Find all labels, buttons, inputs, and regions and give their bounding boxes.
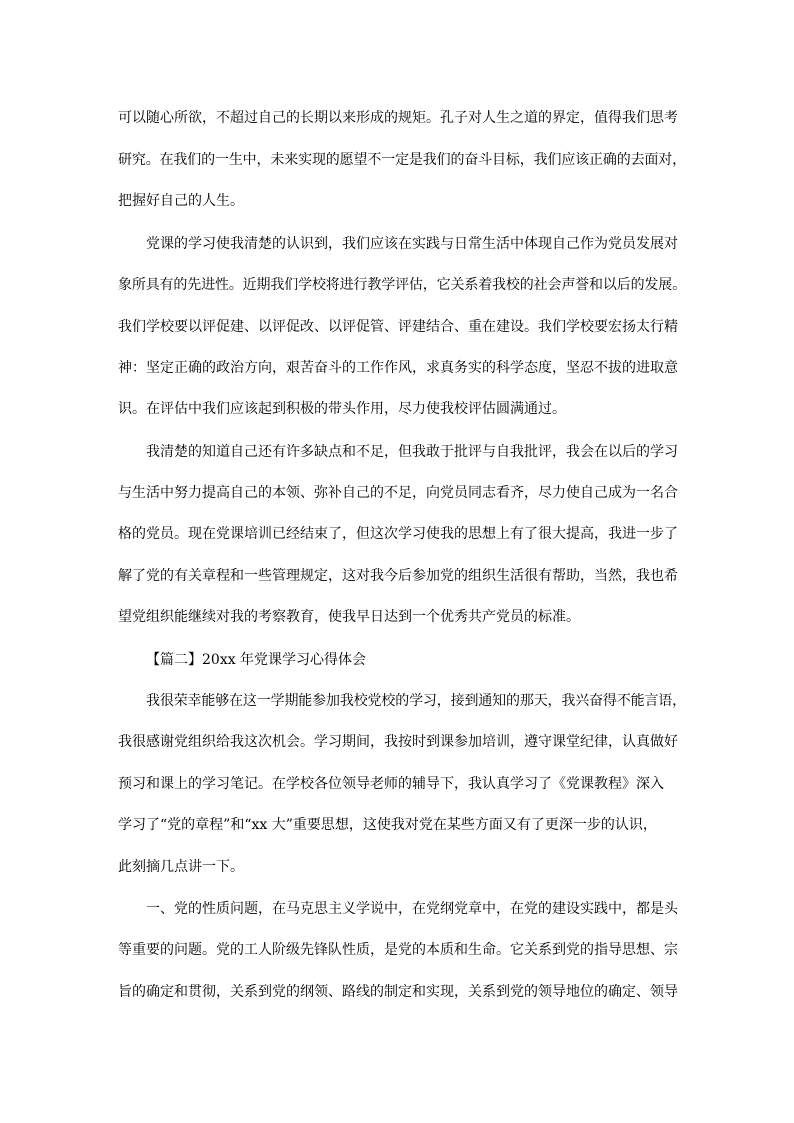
text-line: 象所具有的先进性。近期我们学校将进行教学评估，它关系着我校的社会声誉和以后的发展。: [118, 277, 686, 293]
text-line: 旨的确定和贯彻，关系到党的纲领、路线的制定和实现，关系到党的领导地位的确定、领导: [118, 984, 678, 1000]
text-line: 可以随心所欲，不超过自己的长期以来形成的规矩。孔子对人生之道的界定，值得我们思考: [118, 110, 678, 126]
paragraph-first-line: 一、党的性质问题，在马克思主义学说中，在党纲党章中，在党的建设实践中，都是头: [146, 901, 678, 917]
text-line: 望党组织能继续对我的考察教育，使我早日达到一个优秀共产党员的标准。: [118, 609, 580, 625]
text-line: 等重要的问题。党的工人阶级先锋队性质，是党的本质和生命。它关系到党的指导思想、宗: [118, 942, 678, 958]
text-line: 解了党的有关章程和一些管理规定，这对我今后参加党的组织生活很有帮助，当然，我也希: [118, 568, 678, 584]
text-line: 预习和课上的学习笔记。在学校各位领导老师的辅导下，我认真学习了《党课教程》深入: [118, 776, 664, 792]
text-line: 我们学校要以评促建、以评促改、以评促管、评建结合、重在建设。我们学校要宏扬太行精: [118, 319, 678, 335]
text-line: 格的党员。现在党课培训已经结束了，但这次学习使我的思想上有了很大提高，我进一步了: [118, 526, 678, 542]
section-heading: 【篇二】20xx 年党课学习心得体会: [146, 652, 367, 668]
text-line: 我很感谢党组织给我这次机会。学习期间，我按时到课参加培训，遵守课堂纪律，认真做好: [118, 734, 678, 750]
text-line: 此刻摘几点讲一下。: [118, 859, 244, 875]
text-line: 神：坚定正确的政治方向，艰苦奋斗的工作作风，求真务实的科学态度，坚忍不拔的进取意: [118, 360, 678, 376]
paragraph-first-line: 我很荣幸能够在这一学期能参加我校党校的学习，接到通知的那天，我兴奋得不能言语，: [146, 693, 686, 709]
text-line: 学习了“党的章程”和“xx 大”重要思想，这使我对党在某些方面又有了更深一步的认识，: [118, 817, 657, 833]
text-line: 把握好自己的人生。: [118, 193, 244, 209]
text-line: 研究。在我们的一生中，未来实现的愿望不一定是我们的奋斗目标，我们应该正确的去面对，: [118, 152, 686, 168]
paragraph-first-line: 党课的学习使我清楚的认识到，我们应该在实践与日常生活中体现自己作为党员发展对: [146, 236, 678, 252]
text-line: 识。在评估中我们应该起到积极的带头作用，尽力使我校评估圆满通过。: [118, 401, 566, 417]
paragraph-first-line: 我清楚的知道自己还有许多缺点和不足，但我敢于批评与自我批评，我会在以后的学习: [146, 444, 678, 460]
text-line: 与生活中努力提高自己的本领、弥补自己的不足，向党员同志看齐，尽力使自己成为一名合: [118, 485, 678, 501]
